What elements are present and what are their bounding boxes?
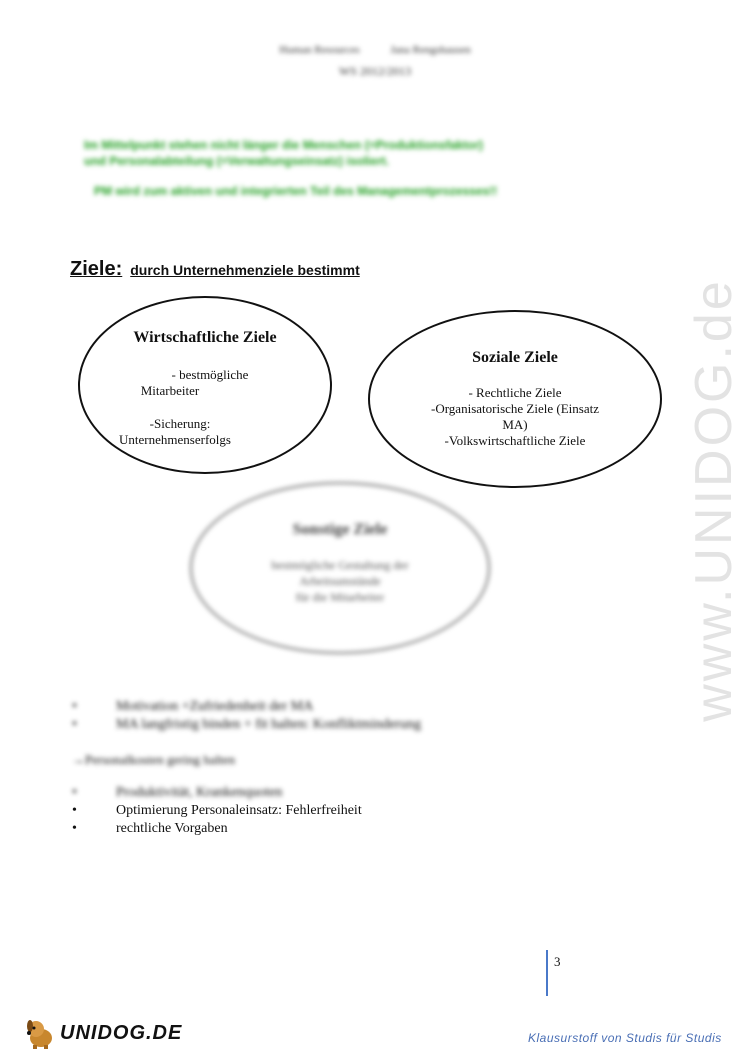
dog-icon xyxy=(24,1016,58,1050)
highlight-line-3: PM wird zum aktiven und integrierten Teil des Managementprozesses!! xyxy=(94,184,498,198)
page-header xyxy=(0,44,750,79)
ellipse-line: Mitarbeiter xyxy=(140,383,200,398)
list-item: • Motivation +Zufriedenheit der MA xyxy=(72,699,314,714)
bullet-list-b xyxy=(72,784,362,838)
ellipse-line: -Organisatorische Ziele (Einsatz xyxy=(431,401,599,416)
highlight-line-2: und Personalabteilung (=Verwaltungseinsatz) isoliert. xyxy=(84,154,390,168)
ellipse-line: -Volkswirtschaftliche Ziele xyxy=(444,433,586,448)
list-item: • rechtliche Vorgaben xyxy=(72,821,228,836)
ellipse-line: für die Mitarbeiter xyxy=(295,590,385,604)
heading-title: Ziele: xyxy=(70,258,123,280)
ellipse-line: Unternehmenserfolgs xyxy=(119,432,231,447)
watermark-text: www.UNIDOG.de xyxy=(685,278,743,722)
page-number-divider xyxy=(546,950,548,996)
header-semester: WS 2012/2013 xyxy=(338,64,412,78)
ellipse-line: bestmögliche Gestaltung der xyxy=(271,558,409,572)
unidog-logo xyxy=(24,1016,182,1050)
ellipse-line: MA) xyxy=(502,417,528,432)
ellipse-line: - Rechtliche Ziele xyxy=(468,385,562,400)
header-course: Human Resources xyxy=(279,44,360,56)
page-number: 3 xyxy=(554,954,561,969)
ellipse-line: - bestmögliche xyxy=(171,367,249,382)
list-item: • Produktivität, Krankenquoten xyxy=(72,785,283,800)
ellipse-title-sonstige: Sonstige Ziele xyxy=(292,521,388,538)
header-author: Jana Rengshausen xyxy=(390,44,471,56)
ellipse-title-sozial: Soziale Ziele xyxy=(472,349,558,366)
highlight-line-1: Im Mittelpunkt stehen nicht länger die Menschen (=Produktionsfaktor) xyxy=(84,138,484,152)
arrow-line: →Personalkosten gering halten xyxy=(72,752,236,767)
highlight-text-block xyxy=(84,137,644,199)
list-item: • Optimierung Personaleinsatz: Fehlerfreiheit xyxy=(72,803,362,818)
list-item: • MA langfristig binden + fit halten: Konfliktminderung xyxy=(72,717,421,732)
bullet-list-a xyxy=(72,698,421,734)
ellipse-line: -Sicherung: xyxy=(149,416,211,431)
tagline: Klausurstoff von Studis für Studis xyxy=(528,1031,722,1045)
heading-subtitle: durch Unternehmenziele bestimmt xyxy=(130,262,360,278)
logo-text: UNIDOG.DE xyxy=(60,1021,183,1044)
section-heading xyxy=(70,258,360,281)
ellipse-line: Arbeitsumstände xyxy=(299,574,381,588)
ellipse-title-wirtschaftlich: Wirtschaftliche Ziele xyxy=(133,329,277,346)
